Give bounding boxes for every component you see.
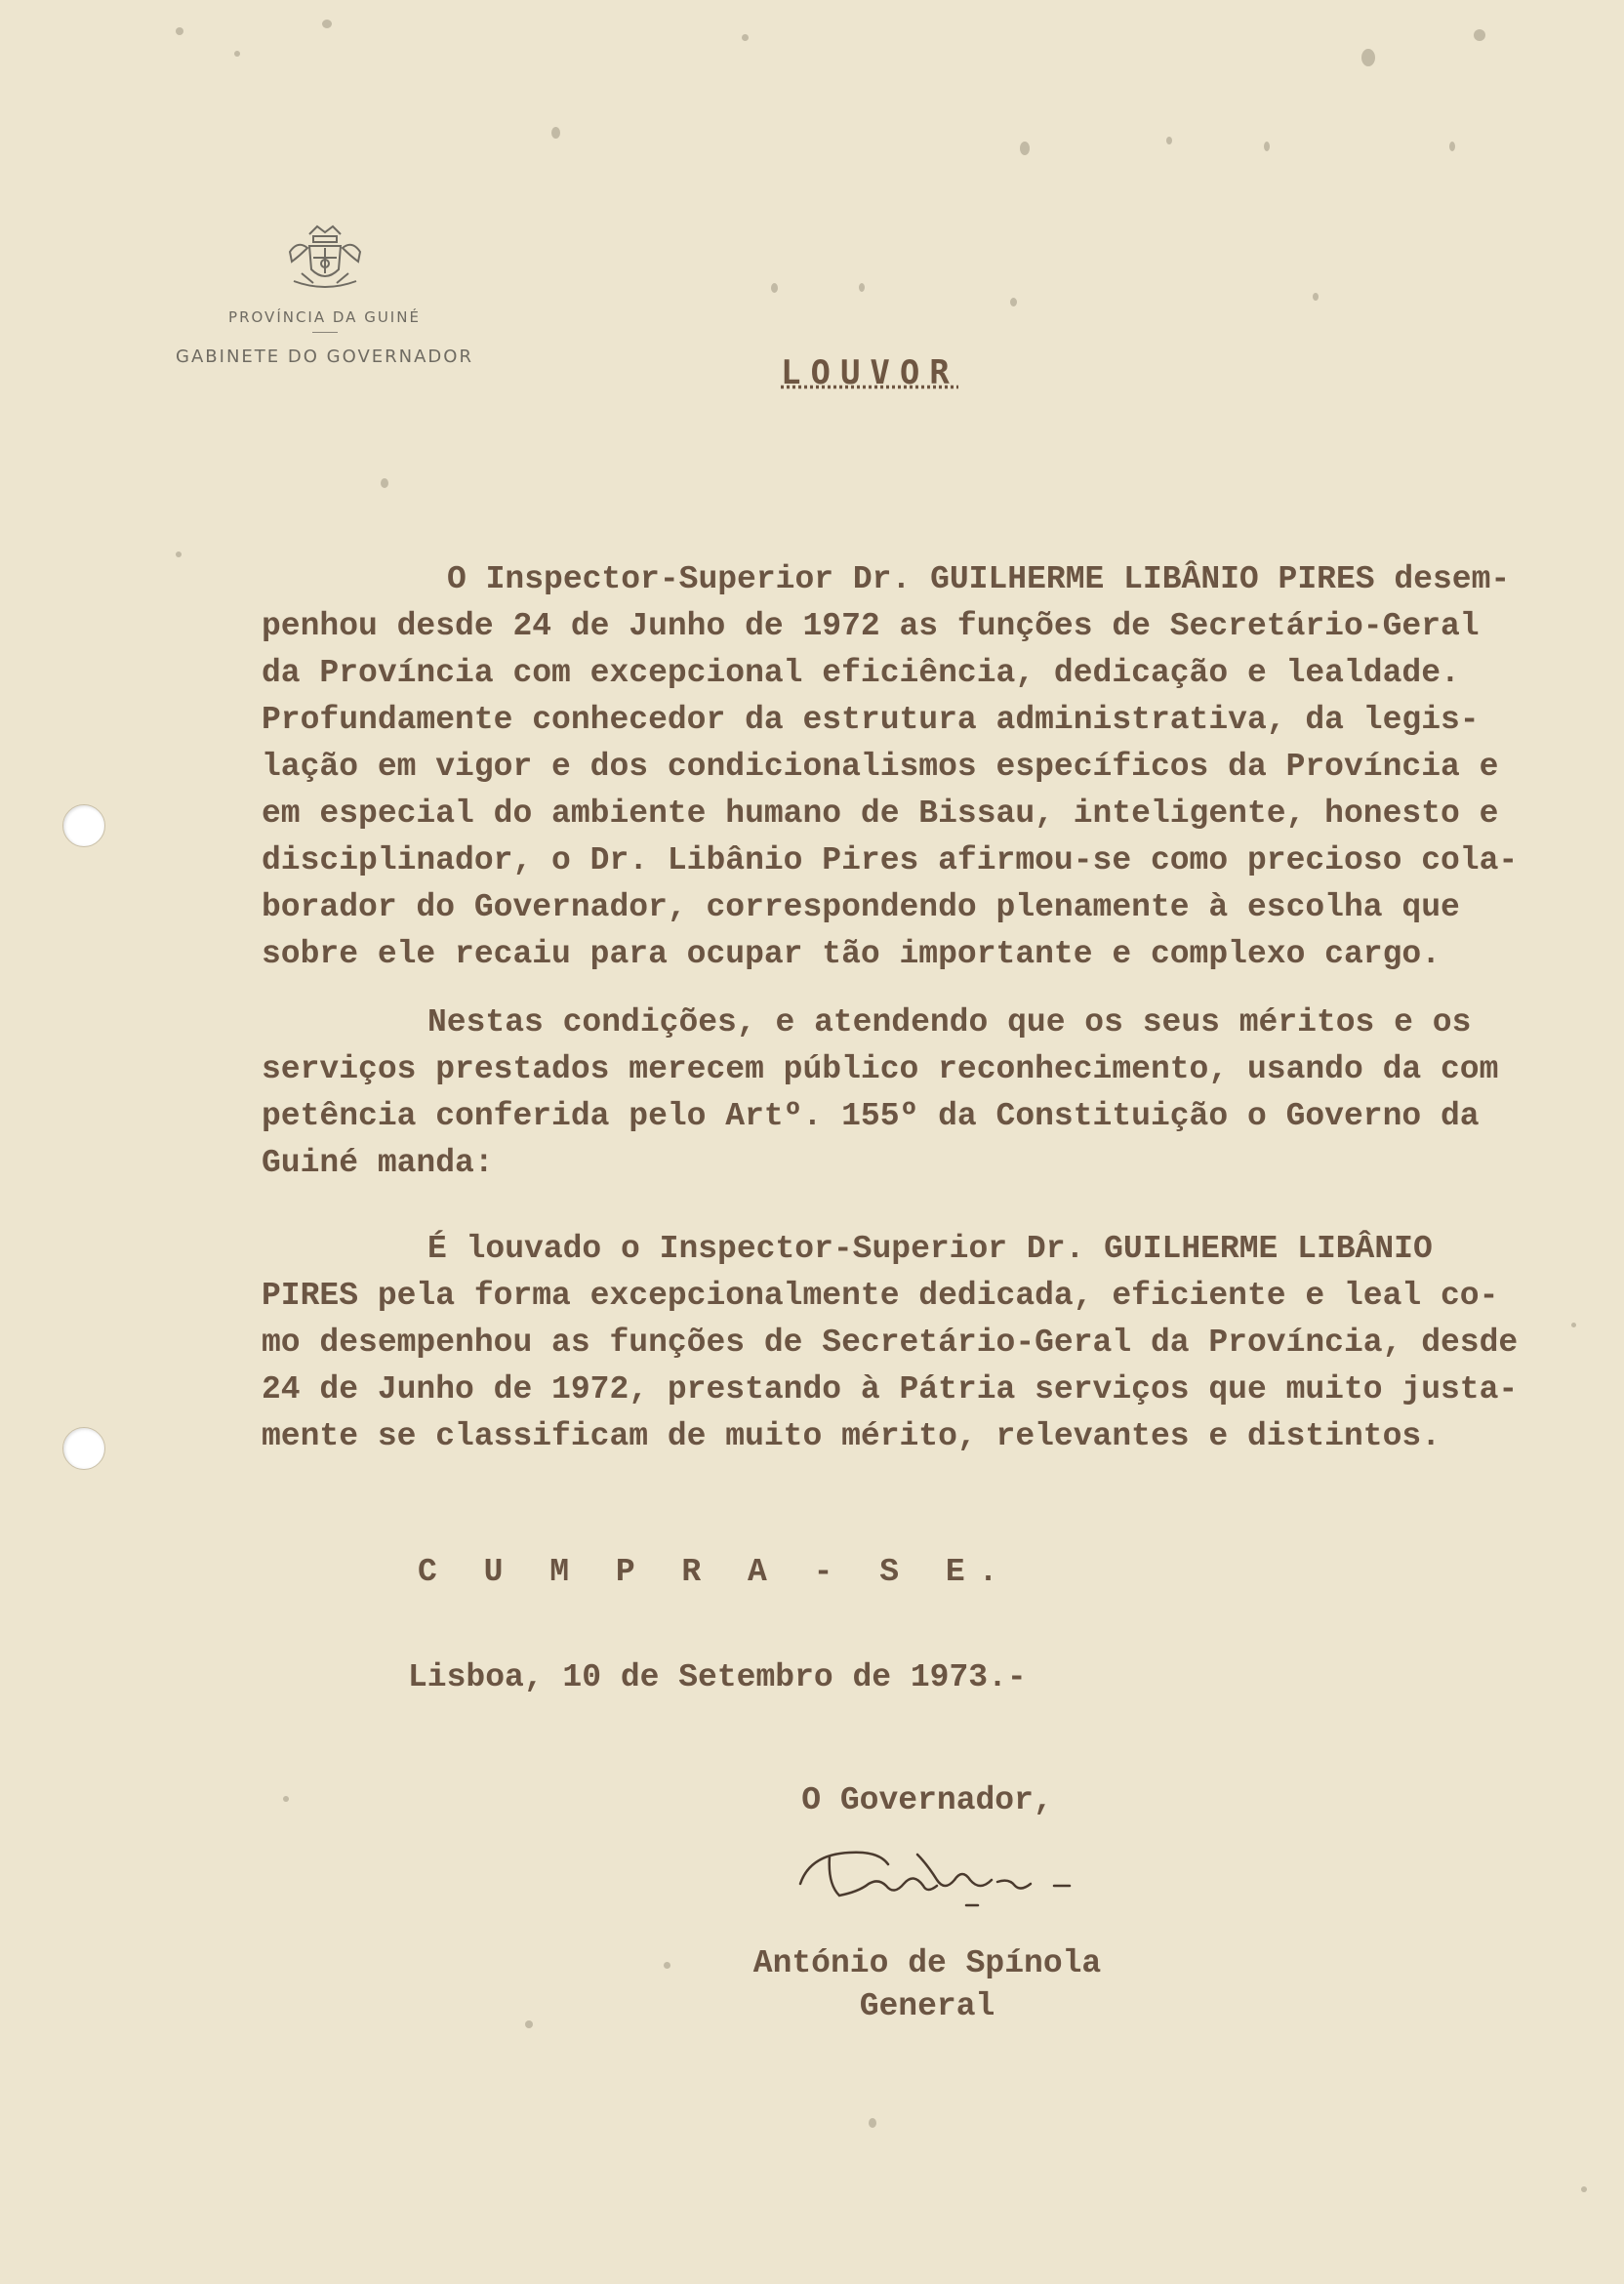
text-line: mente se classificam de muito mérito, relevantes e distintos. [262,1418,1441,1454]
text-line: Profundamente conhecedor da estrutura administrativa, da legis- [262,702,1480,738]
text-line: lação em vigor e dos condicionalismos específicos da Província e [262,749,1499,785]
coat-of-arms-icon [280,223,370,295]
paper-speck [176,551,182,557]
cabinet-name: GABINETE DO GOVERNADOR [176,347,473,367]
place-and-date: Lisboa, 10 de Setembro de 1973.- [408,1659,1027,1695]
text-line: O Inspector-Superior Dr. GUILHERME LIBÂNIO PIRES desem- [447,561,1511,597]
closing-formula: C U M P R A - S E. [418,1554,1012,1590]
letterhead [132,223,517,367]
paragraph-commendation [262,556,1560,978]
text-line: Guiné manda: [262,1145,494,1181]
paper-speck [859,283,865,292]
text-line: sobre ele recaiu para ocupar tão importante e complexo cargo. [262,936,1441,972]
signatory-name: António de Spínola [752,1945,1102,1981]
paper-speck [1361,49,1375,66]
paper-speck [1166,137,1172,144]
paper-speck [742,34,749,41]
text-line: disciplinador, o Dr. Libânio Pires afirmou-se como precioso cola- [262,842,1519,878]
paper-speck [1313,293,1319,301]
text-line: da Província com excepcional eficiência, dedicação e lealdade. [262,655,1460,691]
paper-speck [1571,1323,1576,1327]
signatory-role: O Governador, [801,1782,1053,1818]
text-line: penhou desde 24 de Junho de 1972 as funções de Secretário-Geral [262,608,1480,644]
paragraph-conditions [262,999,1560,1187]
paper-speck [664,1962,670,1969]
paper-speck [1264,142,1270,151]
paper-speck [283,1796,289,1802]
paper-speck [1020,142,1030,155]
text-line: borador do Governador, correspondendo plenamente à escolha que [262,889,1460,925]
document-title: LOUVOR [781,353,959,392]
paper-speck [771,283,778,293]
text-line: mo desempenhou as funções de Secretário-Geral da Província, desde [262,1325,1519,1361]
paper-speck [1010,298,1017,306]
paper-speck [1581,2186,1587,2192]
text-line: PIRES pela forma excepcionalmente dedicada, eficiente e leal co- [262,1278,1499,1314]
paper-speck [234,51,240,57]
text-line: serviços prestados merecem público reconhecimento, usando da com [262,1051,1499,1087]
paragraph-decree [262,1226,1560,1460]
text-line: Nestas condições, e atendendo que os seus méritos e os [427,1004,1472,1040]
paper-speck [869,2118,876,2128]
paper-speck [525,2020,533,2028]
text-line: petência conferida pelo Artº. 155º da Constituição o Governo da [262,1098,1480,1134]
signature-block [683,1776,1171,2028]
paper-speck [381,478,388,488]
province-name: PROVÍNCIA DA GUINÉ [228,308,421,326]
text-line: É louvado o Inspector-Superior Dr. GUILHERME LIBÂNIO [427,1231,1433,1267]
paper-speck [1474,29,1485,41]
paper-speck [1449,142,1455,151]
text-line: em especial do ambiente humano de Bissau, inteligente, honesto e [262,795,1499,832]
paper-speck [176,27,183,35]
signatory-rank: General [859,1988,995,2024]
paper-speck [551,127,560,139]
paper-speck [322,20,332,28]
punch-hole [62,1427,105,1470]
punch-hole [62,804,105,847]
document-body [262,556,1560,1482]
divider [312,332,338,333]
text-line: 24 de Junho de 1972, prestando à Pátria serviços que muito justa- [262,1371,1519,1407]
handwritten-signature [771,1835,1083,1923]
